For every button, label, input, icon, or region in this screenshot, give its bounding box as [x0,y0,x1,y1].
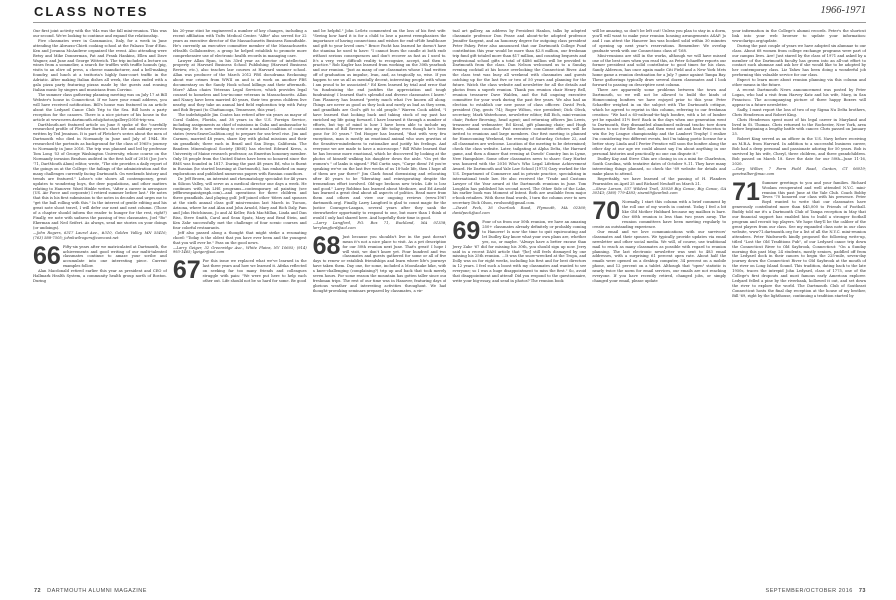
paragraph: his 20-year stint he engineered a number of key changes, including a recent affiliation with Tufts Medical Center. "Alfie" also served for 22 years as executive director of the Massachusetts Business Roundtable. He's currently an executive committee member of the Massachusetts eHealth Collaborative, a group he helped establish to promote more comprehensive use of electronic health records in managing care. [172,29,307,58]
paragraph: Regrettably, we have learned of the passing of H. Flanders Fearnsides on April 25 and Richard Neuhoff on March 21. [592,176,727,186]
paragraph: Mini-reunions are still in the works, although we will have missed one of the best ones when you read this, as Peter Schaeffer reports our former president and solid contributor to good times for his class. Sandy Alderson, has once again made Citi Field and a New York Mets home game a reunion destination for a July 7 game against Tampa Bay. These gatherings typically draw several dozen classmates and I look forward to passing on descriptive next column. [592,53,727,88]
class-year-number: 67 [172,256,201,285]
paragraph: Expect to learn more about reunion planning via this column and other means in the future. [732,78,866,88]
publication-name: DARTMOUTH ALUMNI MAGAZINE [47,588,147,594]
secretary-signature: —John Rogers, 6317 Laurel Ave., #310, Golden Valley, MN 55416; (763) 588-7505; johnkwilrogers@comcast.net [33,230,167,240]
text-column-5 [592,29,726,582]
page-footer [0,583,896,600]
paragraph: Chris Henderson spent most of his legal career in Maryland and lived in St. Thomas. Chris returned to the Rochester, New York, area before beginning a lengthy battle with cancer. Chris passed on January 25. [732,117,866,137]
page-header [0,0,896,28]
secretary-signature: —David Peck, 36 Overlook Road, Plymouth, MA 02360; davidpeck@aol.com [452,206,587,216]
paragraph: A recent Dartmouth News announcement was posted by Peter Logan, who had a visit from Harvey Katz and his wife, Mary, in San Francisco. The accompanying picture of three happy Boxers will appear in a future newsletter. [732,88,866,107]
secretary-signature: —Steve Larson, 537 Wildest Trail, 35028 Big Canoe, Big Canoe, GA 30143; (380) 779-4383; sisen69@earlink.com [592,186,727,196]
issue-date: SEPTEMBER/OCTOBER 2016 [765,588,853,594]
secretary-signature: —Larry Langford, P.O. Box 71, Buckland, MA 01338; larrylangford@aol.com [312,220,447,230]
paragraph: The indefatigable Jim Coates has retired after six years as mayor of Coral Gables, Florida, and 38 years in the U.S. Foreign Service, including assignments as chief of missions in Cuba and ambassador to Paraguay. He is now working to create a national coalition of coastal states (www.SeaveCoalition.org) to prepare for sea-level rise. Jim and Carmen, married 48 years, share Key with global missions and their six grandkids; three each in Brazil and San Diego, California. The Bandera Mineralogical Society (BMS) has elected Edward Kress, a University of Maine research professor, as Emeritus honorary member. Only 18 people from the United States have been so honored since the BMS was founded in 1817. During the past 48 years Ed, who is fluent in Russian (he started learning at Dartmouth), has embarked on many explorations and published numerous papers with Russian coauthors. [172,112,307,176]
paragraph: During the past couple of years we have adopted six alumnae to our class. About 68 women from college exchange programs were part of our campus lives. Are! Just stared by the class of 1971 and asked by a member of the Dartmouth faculty has grown into an all-out effort to contact such alumnae and ask her if she would like to be adopted by her contemporary class. Liz Tafaw has been doing a wonderful job performing this valuable service for our class. [732,43,866,78]
class-year-entry [592,197,727,230]
paragraph-text: Summer greetings to you and your families. Richard Woolam recuperated and well attended N.Y.C. mini-reunion this past June at the Yale Club. Coach Bobby Teves '70 honored our class with his presence. Peter Boyd wanted to write that our classmates have generously contributed more than $45,000 to Friends of Football. Buddy told me it's a Dartmouth Club of Tampa reception in May that our financial support has enabled him to build a stronger football program and recruit top players. We hope they'll be the caliber of the great players from our class. See my expanded class note in our class website, www71.dartmouth.org for a list of all the N.Y.C. mini-reunion attendees. Peter Wadsworth kindly proposed the following write-up, titled "Lost the Old Traditions Pub", of our Ledyard canoe trip down the Connecticut River to Old Saybrook, Connecticut: "On a Sunday morning this past May, 24 students, mostly seniors, paddled off from the Ledyard dock in their canoes to begin the 225-mile, seven-day journey down the Connecticut River to Old Saybrook at the mouth of the river on Long Island Sound. This tradition, dating back to the late 1950s, traces the intrepid John Ledyard, class of 1775, one of the College's first dropouts and most famous early American explorer. Ledyard felled a pine by the riverbank, hollowed it out, and set down the river to explore the world. The Dartmouth Club of Southeast Connecticut hosts the final day reception at the house of my brother, Bill '69, right by the lighthouse, continuing a tradition started by [732,180,866,298]
paragraph-text: Just because you shouldn't live in the past doesn't mean it's not a nice place to visit. As a pet description for our 50th reunion next June. That's great! I hope I will visit, we don't know yet. Four hundred and two classmates and guests gathered for some or all of five days to renew or establish friendships and learn where life's journeys have taken them. Day one, for some, included a Moosilauke hike, with a knee-challenging (complaining?) trip up and back that took merely seven hours. For some reason the mountain has gotten taller since our freshman trips. The rest of our time was in Hanover, featuring days of glorious weather and interesting activities throughout. We had thought-provoking seminars prepared by classmates, a vir- [312,234,447,293]
footer-right [766,588,866,594]
paragraph: tual art gallery, an address by President Hanlon, talks by adopted classmate professor Don Pease and about-to-be adopted professor Jennifer Sargent, and an honorary degree for outgoing class president Peter Fahey. Peter also announced that our Dartmouth College Fund contribution this year would be more than $2.8 million, our freshman trip fund gift totaled more than $17 million, and counting bequests and professional school gifts a total of $486 million will be provided to Dartmouth from the class. Dan Nelson welcomed us to a Sunday evening cocktail at his house overlooking the Connecticut River. And the class tent was busy all weekend with classmates and guests catching up for the last five or two of 50 years and planning for the future. Watch the class website and newsletter for all the details and photos from a superb reunion. Thank you reunion chair Henry Bell, reunion treasurer Dave Walden, and the full ongoing executive committee for your work during the past five years. We also had an election to establish our new posse of class officers: David Peck, president (Yay, gents '74); Roger Wilton, vice president; Dick Oleck, secretary; Mark Waterhouse, newsletter editor; Bill Eich, mini-reunion chair; Parker Brovsing, head agent; and returning officers Jim Lewis, treasurer and webmaster; Ed Kecal, gift planning chair; and Hugh Bowe, alumni councilor. Past executive committee officers will be invited to reunions and large members. Our first meeting is planned for Homecoming Weekend, the evening of Saturday, October 22, and all classmates are welcome. Location of the meeting to be determined; check the class website. Later, tailgating at Alpha Delta, the Harvard game, and then a dinner that evening at Dowds' Country Inn in Lyme, New Hampshire. Some other classmates news to share: Gary Harbst was honored with the 2016 Who's Who Legal Lifetime Achievement Award. He Dartmouth and Yale Law School (1973) Gary worked for the U.S. Department of Commerce and in private practice, specializing in international trade law. He also received the "Trade and Customs Lawyer of the Year award at the Dartmouth reunions in June. Tom Loughlin has published his second novel, The Other Side of the Lake, his earlier book was Moment of Intent. Both are available from major e-book retailers. With these final words, I turn the column over to new secretary Dick Olson, rwolson6@gmail.com. [452,29,587,206]
paragraph: Jeff also passed along a thought that might strike a resonating chord: "Today is the oldest that you have ever been and the youngest that you will ever be." Pass on the good news. [172,230,307,245]
text-column-2 [173,29,307,582]
paragraph: Five classmates were in Caramanico, Italy, for a week in June attending the Abruzzo-Chieti cooking school at the Palazzo Tour d'Eau. Ken and Jovanna McAndrew organized the event. Also attending were Betsy and Mike Donnerman, Pat and Frank Hankins, Ellen and Dave Wagner, and June and George Wittreich. The trip included a lecture on wines from a sommelier, a search for truffles with truffle hounds (pig, visits to an olive oil press, a cheese manufacturer, and a bell-making foundry, and lunch at a trattoria's highly faux-court traffic in the Adriatic. After making Italian dishes all week, the class ended with a gala pizza party featuring pizzas made by the guests and rousing Italian music by singers and musicians from Corvino. [33,38,167,93]
paragraph: will be amazing, so don't be left out! Unless you plan to stay in a dorm, you'll will want to make your reunion housing arrangements ASAP. Jo and I can attest the Hanover Inn was booked solid within 30 minutes of opening up next year's reservations. Remember: We overlap graduate week with our Connections class of '168. [592,29,727,53]
paragraph: and be helpful." John LeSrtz commented on the loss of his first wife: "Seeing how hard it is for a child to lose a parent reemphasizes the importance of having connections and wishes for end-of-life healthcare and gift to your loved ones." Bruce Pacht has learned he doesn't have the stamina he used to have: "I cannot burn the candle at both ends without serious consequences and don't recover as fast as I used to. It's a very, very difficult reality to recognize, accept, and then to practice." Rob Kugler has learned from working on the 30th yearbook and our reunion. "Just as many of our classmates whose I had written off of graduation as impulse, Ivan, and, as tragically so, wise. If you happen to see us all as mentally decent, interesting people with whom I am proud to be associated." Ed Kern learned by trial and error that "in fundraising the end justifies the appreciation and tough fundraising! I learned that's splendid and diverse classmates I knew." Tom Flannery has learned "pretty much what I've known all along. Things are never as good as they look and rarely as bad as they seem, and grandkids are God's gift to old people." Warren Cook added, "I have learned that looking back and taking stock of my past has enriched my life going forward. I have learned it through a number of efforts, but top of mind is how I have been able to include my connection of Bill Brewer into my life today even though he's been gone for 50 years." Ted Hooper has learned, "that with very few exceptions, man is mostly an emotional animal who uses gravitas of the Sensitive-mindedness to rationalize and justify his feelings. And everyone we are made to have a microscope." Bill White learned that he has become more emotional, which he discovered by looking at the photos of himself walking his daughter down the aisle. "On yet the women's " of lanks is signed." Phil Curtis says, "Carpe diem! I'd you're speaking we've on the last five weeks of us 18-hole life, then I hope all of them are par three!" Jim Clark found downsizing and relocating after 40 years to be "liberating and reinvigorating despite the tremendous effort involved. Old-age beckons new tricks. Life is loss and good." Larry Robbins has learned about Medicare, and Ed Arnold has learned a great deal about all aspects of politics. Read more from them and others and view our ongoing reviews (www.1967 dartmouth.org). Finally, Larry Langford is glad to count magic for the Justice Courages-Langan, several years after they sank the sternwheeler opportunity to respond to one, but more than I think of would I only had shared here. And hopefully their time is good. [312,29,447,221]
paragraph: Our email and we love communications with our survivors' classmates and their spouses. We typically provide updates via email newsletter and other social media. We will, of course, use traditional mail to reach as many classmates as possible with regard to reunion planning. The last electronic newsletter was sent to 483 email addresses, with a surprising 61 percent open rate. About half the emails were opened on a desktop computer, 34 percent on a mobile phone, and 12 percent on a tablet. Although that "open" statistic is nearly twice the norm for email services, our emails are not reaching everyone. If you have recently retired, changed jobs, or simply changed your email, please update [592,229,727,284]
paragraph: Dr. Jeff Brown, an internist and rheumatology specialist for 46 years in Silicon Valley, will serve as a medical director one days a week. He continues with his LHS programs—contemporary oil painting (see jeffbrownpaintgraph.com)—and operations for three children and three grandkids. And playing golf. Jeff joined other '66ers and spouses at the sixth annual class golf mini-reunion last March in Tucson, Arizona, where he and Alan and John Arnold, Mary and Rich Daly, Pam and John Hutchinson, Jo and Al Keller, Rick MacMillan, Linda and Dan Riss, Steve Smith, Carol and Sean Spatz, Mary and Brad Stein, and Ken Zahr successfully met the challenge of four scenic courses and four colorful restaurants. [172,176,307,230]
class-year-number: 71 [732,177,760,206]
paragraph: Robert King served as an officer in the U.S. Navy before receiving an M.B.A. from Harvard. In addition to a successful business career, Bob had a deep personal and passionate adoring for 50 years. Bob is survived by his wife, Cheryl, three children, and three grandchildren. Bob passed on March 18. Save the date for our 50th—June 11-16, 2020. [732,137,866,166]
class-year-number: 69 [452,217,481,246]
paragraph: DartMouth.net featured article on June 8 spoke of the "carefully researched profile of Fletcher Barton's short life and military service written by Ted Jennison. It is part of Fletcher's series about the men of Dartmouth who died in Normandy in June and July of 1944. He researched the portraits as background for the class of 1965's journey to Normandy in June 2016. The trip was planned and led by professor Tom Long '53 of George Washington University, whose course on the Normandy invasion Bradson audited in the first half of 2016 (Joe Joe's '71, DartMouth Alum) editor, wrote, "The site provides a daily report of the goings on at the College: the failings of the administration and the many challenges currently facing Dartmouth. On weekends history and trends are featured." Lohse's site shows all contemporary, great updates to wondering boys, the deer populations, and other matters relating to Hanover. Ward Hinkle writes, "After a career in aerospace (US. Air Force and corporate) I retired summer before last." He notes that this is his first submission to the notes in decades and urges me to "get the ball rolling with this." In the interest of gentle editing and his great note shoot travel, I will defer our next and next column. (Those of a chapter should inform the reader to hunger for the rest, right?) Finally, we note with sadness the passing of two classmates, Joel "Bo" Ekerman and Ned Seifert. As always, send me stories on your doings (or undoings). [33,122,167,230]
secretary-signature: —Gary Wilber, 7 Farm Field Road, Canton, CT 06019; garetwilber@mac.com [732,166,866,176]
paragraph: your information in the College's alumni records. Peter's the shortcut link into your web browser to update your information: www.dartgo.org/update. [732,29,866,43]
paragraph-text: Four of us from our 50th reunion, we have an amazing 250+ classmates already definitely or probably coming to Hanover! Is now the time to quit equivocating and let Dudley Kay know what your own plans are, whether yes, no, or maybe. "Always have a better excuse than Jerry Zahr '67 did for missing his 30th, you should sign up now. Jerry said in a recent DAM article that "[he] still feels dismayed by one missing his 25th reunion. ...It was the snow-wrecked at the Tropa, and Dolly was on for eight weeks, including his first and for best directors in 12 years. I feel such a boost with my classmates and wanted to see everyone; so I was a huge disappointment to miss the first." So, avoid that disappointment and attend! Did you respond to the questionnaire, write your big-essay, and send in photos? The reunion book [452,220,587,284]
class-year-number: 66 [33,241,61,270]
class-years-range: 1966-1971 [820,5,866,16]
paragraph: The summer class gathering planning meeting was on July 17 at Bill Webster's house in Connecticut. If we have your email address, you will have received notification. Bill's house was featured in an article about the Ledyard Canoe Club Trip to the Sea. Bill hosts a party reception for the canoers. There is a nice picture of his house in the article at www.news.dartmouth.edu/photos/gallery/2016-trip-sea. [33,92,167,122]
section-title: CLASS NOTES [34,4,149,19]
class-year-entry [732,177,866,299]
paragraph-text: For this issue we replaced what we've learned in the last three years and how we learned it. Afrika reflected on seeking far too many friends and colleagues struggle with pain: "We were put here to help each other out. Life should not be so hard for some. Be good [202,259,307,284]
right-page-number: 73 [858,588,866,594]
header-rule [33,22,866,23]
paragraph: Dudley Kay and Steve Chiu are closing in on a mini for Charleston, South Carolina, with tentative dates of October 9–11. They have many interesting things planned, so check the '69 website for details and make plans to attend. [592,156,727,176]
paragraph: Sadly, I must report the loss of two of my Sigma Nu Delta brothers, Chris Henderson and Robert King. [732,107,866,117]
paragraph: Our first joint activity with the '64s was the fall mini-reunion. This was our second. We're looking to continue and expand the relationship. [33,29,167,38]
class-year-entry [172,256,307,285]
left-page-number: 72 [34,588,42,594]
class-year-entry [452,217,587,284]
secretary-signature: —Larry Geiger, 32 Greenridge Ave., White Plains, NY 10605; (914) 993-1465; lgeiger@aol.com [172,245,307,255]
text-column-6 [732,29,866,582]
class-year-entry [33,241,167,270]
class-year-number: 68 [312,231,341,260]
paragraph: Lawyer Allan Ryan, in his 33rd year as director of intellectual property at Harvard Business School Publishing (Harvard Business Review, etc.), also teaches law courses at Harvard summer school. Allan was producer of the March 2012 PBS docudrama Reckoning about war crimes from WWII on and is at work on another PBS documentary on the Sandy Hook school killings and their aftermath. More? Allan chairs Veterans Legal Services, which provides legal counsel to homeless and low-income veterans in Massachusetts. Allan and Nancy have been married 40 years, their two grown children live nearby, and they take an annual bird field exploration trip with Patsy and Bob Bryant (to Chattanooga, Tennessee, this year). [172,58,307,112]
class-year-entry [312,231,447,294]
text-column-4 [452,29,586,582]
paragraph: There are apparently some problems between the town and Dartmouth, so we will not be allowed to build the kinds of Homecoming bonfires we have enjoyed prior to this year. Peter Schaeffer weighed in on the subject with The Dartmouth critique, which he agreed to reprint in this column, referring to our freshman creation: "We had a 65-railroad-tie-high bonfire, with a lot of lumber yet be equaled 51½ feet! Back in the days when one generation went to Dartmouth, they dismantled abandoned railroad tracks: tore down houses to use for filler fuel, and then went out and beat Princeton to win the Ivy League championship and the Lambert Trophy! I realize I'm considering two different events, but I'm taking poetic license for a better story. Linda and I Peeter Prentice will soon the bonfire along the other day at our age we could almost say I'm about anything in our personal histories and practically no one can dispute it." [592,88,727,157]
class-year-number: 70 [592,197,621,226]
text-column-3 [313,29,447,582]
paragraph-text: Fifty-six years after we matriculated at Dartmouth, the achievements and good writing of our multi-talented classmates continue to amaze your scribe and accumulate into one interesting piece. Current examples follow. [62,244,167,269]
text-column-1 [33,29,167,582]
class-notes-columns [33,29,866,582]
paragraph-text: Normally, I start this column with a brief comment by the roll one of my words in context. Today I feel a bit like Old Mother Hubbard because my mailbox is bare. Our 60th reunion is less than two years away. The reunion committees have been meeting regularly to create an outstanding experience. [592,200,727,229]
footer-left [34,588,147,594]
paragraph: Alan Macdonald retired earlier this year as president and CEO of Hallmark Health System, a community health group north of Boston. During [33,269,167,284]
